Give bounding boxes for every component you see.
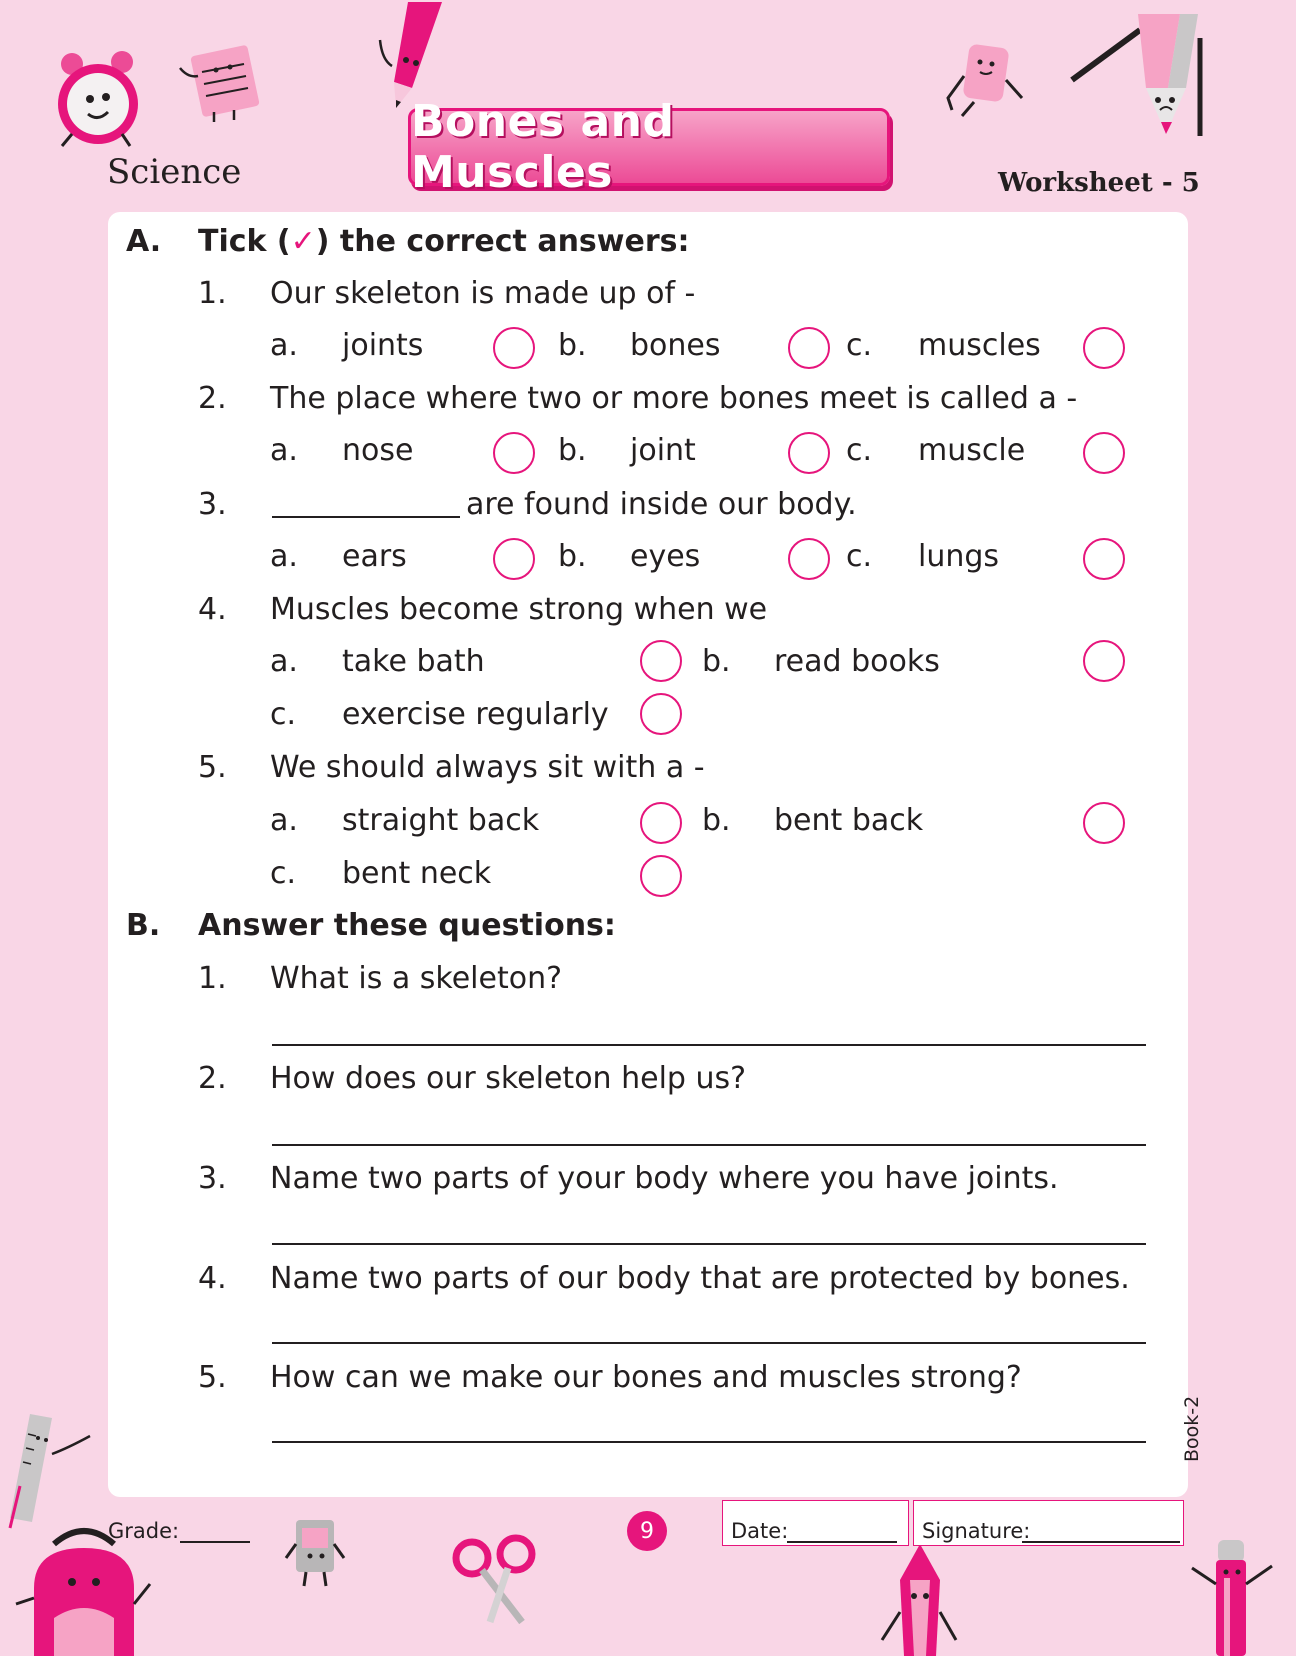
question-number: 4. (198, 592, 227, 627)
option-text: read books (774, 644, 940, 679)
option-letter: b. (702, 803, 731, 838)
option-text: ears (342, 539, 407, 574)
option-text: joints (342, 328, 424, 363)
eraser-icon (944, 40, 1028, 120)
tick-mark-icon: ✓ (290, 224, 316, 259)
answer-circle[interactable] (1083, 802, 1125, 844)
date-field[interactable] (787, 1541, 897, 1543)
scissors-icon (450, 1532, 540, 1624)
answer-circle[interactable] (788, 327, 830, 369)
answer-circle[interactable] (788, 538, 830, 580)
question-number: 5. (198, 750, 227, 785)
option-text: muscle (918, 433, 1026, 468)
option-text: nose (342, 433, 414, 468)
crayon-icon (880, 1540, 960, 1656)
page-title: Bones and Muscles (408, 108, 890, 186)
heading-suffix: ) the correct answers: (315, 224, 690, 259)
option-text: straight back (342, 803, 540, 838)
option-letter: b. (558, 328, 587, 363)
question-text: How can we make our bones and muscles strong? (270, 1360, 1022, 1395)
option-text: lungs (918, 539, 1000, 574)
option-letter: c. (270, 697, 297, 732)
answer-line[interactable] (272, 1342, 1146, 1344)
option-text: bent back (774, 803, 924, 838)
option-letter: b. (702, 644, 731, 679)
signature-field[interactable] (1022, 1541, 1180, 1543)
option-text: bones (630, 328, 721, 363)
question-text: Name two parts of your body where you have joints. (270, 1161, 1059, 1196)
answer-circle[interactable] (1083, 640, 1125, 682)
question-number: 2. (198, 1061, 227, 1096)
pen-pencil-icon (1068, 8, 1208, 140)
question-text: Muscles become strong when we (270, 592, 768, 627)
option-text: joint (630, 433, 696, 468)
notepad-icon (178, 42, 264, 122)
heading-prefix: Tick ( (198, 224, 291, 259)
section-b-heading: Answer these questions: (198, 908, 616, 943)
option-letter: a. (270, 803, 298, 838)
sharpener-icon (282, 1514, 348, 1588)
answer-line[interactable] (272, 1243, 1146, 1245)
fill-blank-line[interactable] (272, 516, 460, 518)
grade-field[interactable] (180, 1541, 250, 1543)
worksheet-number: Worksheet - 5 (998, 168, 1200, 198)
answer-circle[interactable] (640, 802, 682, 844)
marker-icon (1188, 1538, 1276, 1656)
option-text: eyes (630, 539, 701, 574)
answer-line[interactable] (272, 1144, 1146, 1146)
answer-circle[interactable] (640, 855, 682, 897)
option-letter: c. (846, 539, 873, 574)
question-text: The place where two or more bones meet is called a - (270, 381, 1078, 416)
question-number: 3. (198, 487, 227, 522)
subject-label: Science (107, 152, 242, 192)
answer-circle[interactable] (640, 640, 682, 682)
question-text: What is a skeleton? (270, 961, 563, 996)
book-label: Book-2 (1181, 1395, 1203, 1462)
question-number: 3. (198, 1161, 227, 1196)
option-letter: b. (558, 433, 587, 468)
answer-circle[interactable] (640, 693, 682, 735)
option-letter: a. (270, 328, 298, 363)
signature-box (913, 1500, 1184, 1546)
signature-label: Signature: (922, 1519, 1031, 1543)
option-letter: a. (270, 433, 298, 468)
answer-circle[interactable] (1083, 538, 1125, 580)
alarm-clock-icon (50, 42, 150, 152)
date-box (722, 1500, 909, 1546)
section-b-letter: B. (126, 908, 161, 943)
answer-circle[interactable] (493, 538, 535, 580)
question-number: 1. (198, 961, 227, 996)
date-label: Date: (731, 1519, 789, 1543)
answer-circle[interactable] (1083, 432, 1125, 474)
option-letter: c. (846, 433, 873, 468)
answer-circle[interactable] (788, 432, 830, 474)
option-letter: c. (846, 328, 873, 363)
answer-line[interactable] (272, 1044, 1146, 1046)
question-text: Our skeleton is made up of - (270, 276, 696, 311)
section-a-letter: A. (126, 224, 162, 259)
option-text: muscles (918, 328, 1041, 363)
question-text: Name two parts of our body that are protected by bones. (270, 1261, 1130, 1296)
answer-circle[interactable] (493, 327, 535, 369)
option-text: bent neck (342, 856, 492, 891)
option-text: exercise regularly (342, 697, 609, 732)
question-text: We should always sit with a - (270, 750, 705, 785)
answer-circle[interactable] (493, 432, 535, 474)
option-letter: c. (270, 856, 297, 891)
grade-label: Grade: (108, 1519, 180, 1543)
section-a-heading (198, 224, 690, 259)
answer-circle[interactable] (1083, 327, 1125, 369)
question-number: 1. (198, 276, 227, 311)
question-number: 5. (198, 1360, 227, 1395)
option-text: take bath (342, 644, 485, 679)
page-number-badge: 9 (627, 1511, 667, 1551)
answer-line[interactable] (272, 1441, 1146, 1443)
question-text: are found inside our body. (466, 487, 857, 522)
question-number: 2. (198, 381, 227, 416)
question-number: 4. (198, 1261, 227, 1296)
option-letter: a. (270, 539, 298, 574)
question-text: How does our skeleton help us? (270, 1061, 747, 1096)
option-letter: b. (558, 539, 587, 574)
option-letter: a. (270, 644, 298, 679)
